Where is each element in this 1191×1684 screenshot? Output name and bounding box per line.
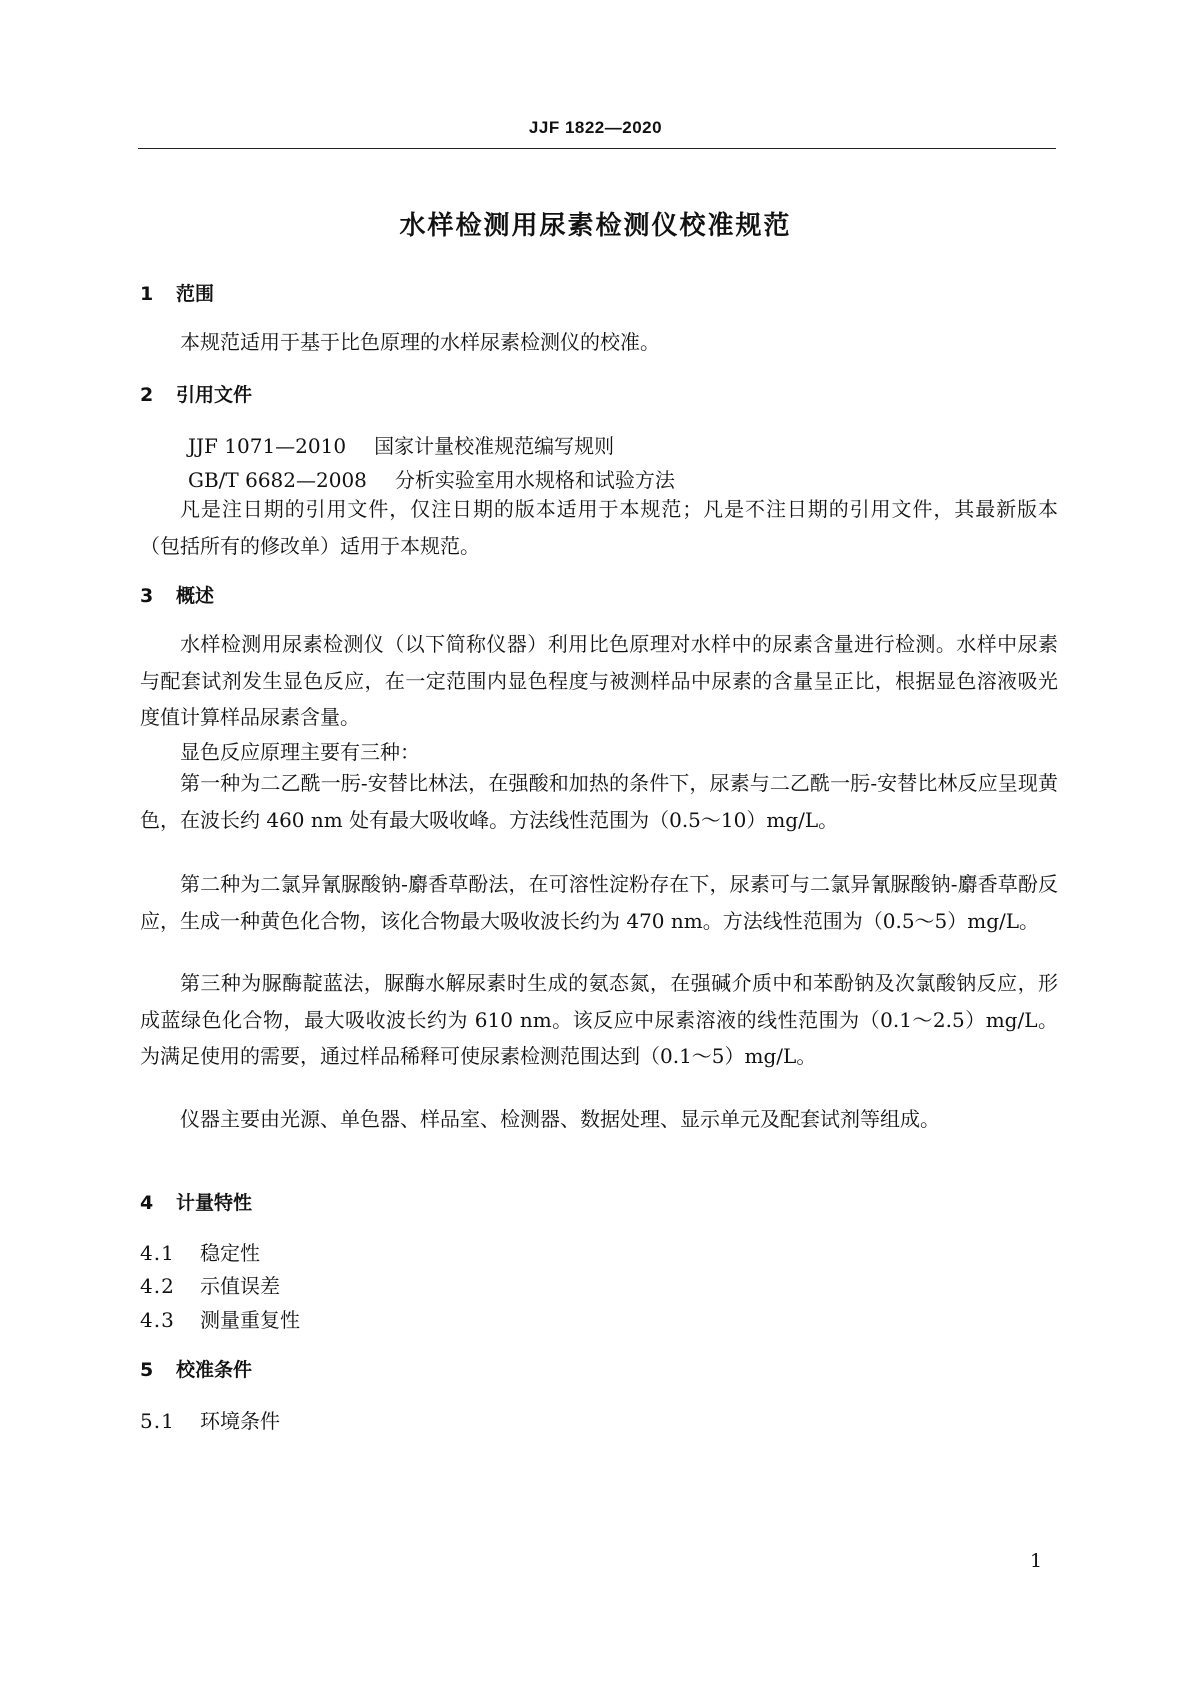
section-number: 1 [140,283,154,305]
section-heading-1 [140,279,214,306]
subsection-number: 4.1 [140,1241,175,1265]
section-title: 计量特性 [176,1192,253,1214]
subsection-label: 稳定性 [200,1241,260,1265]
section-heading-2 [140,380,252,407]
subsection-item [140,1304,300,1333]
subsection-label: 测量重复性 [200,1308,300,1332]
overview-paragraph: 第三种为脲酶靛蓝法，脲酶水解尿素时生成的氨态氮，在强碱介质中和苯酚钠及次氯酸钠反应，形成蓝绿色化合物，最大吸收波长约为 610 nm。该反应中尿素溶液的线性范围为（0.1～2.5）mg/L。为满足使用的需要，通过样品稀释可使尿素检测范围达到（0.1～5）mg/L。 [140,971,1058,1068]
reference-code: GB/T 6682—2008 [188,468,367,492]
reference-item [188,464,675,493]
reference-code: JJF 1071—2010 [188,434,347,458]
section-heading-4 [140,1188,252,1215]
page-number: 1 [1030,1550,1043,1572]
references-note: 凡是注日期的引用文件，仅注日期的版本适用于本规范；凡是不注日期的引用文件，其最新版本（包括所有的修改单）适用于本规范。 [140,497,1058,558]
section-heading-3 [140,581,214,608]
reference-item [188,430,614,459]
overview-paragraph: 第一种为二乙酰一肟-安替比林法，在强酸和加热的条件下，尿素与二乙酰一肟-安替比林反应呈现黄色，在波长约 460 nm 处有最大吸收峰。方法线性范围为（0.5～10）mg/L。 [140,771,1058,832]
section-number: 4 [140,1192,154,1214]
section-title: 校准条件 [176,1359,253,1381]
overview-paragraph: 水样检测用尿素检测仪（以下简称仪器）利用比色原理对水样中的尿素含量进行检测。水样中尿素与配套试剂发生显色反应，在一定范围内显色程度与被测样品中尿素的含量呈正比，根据显色溶液吸光度值计算样品尿素含量。 [140,632,1058,729]
scope-paragraph: 本规范适用于基于比色原理的水样尿素检测仪的校准。 [180,330,660,354]
header-rule [138,148,1056,149]
section-number: 2 [140,384,154,406]
section-number: 3 [140,585,154,607]
subsection-label: 环境条件 [200,1409,280,1433]
overview-paragraph: 第二种为二氯异氰脲酸钠-麝香草酚法，在可溶性淀粉存在下，尿素可与二氯异氰脲酸钠-麝香草酚反应，生成一种黄色化合物，该化合物最大吸收波长约为 470 nm。方法线性范围为（0.5～5）mg/L。 [140,872,1058,933]
subsection-item [140,1237,260,1266]
section-title: 概述 [176,585,215,607]
subsection-label: 示值误差 [200,1274,280,1298]
reference-name: 分析实验室用水规格和试验方法 [394,468,675,492]
subsection-number: 5.1 [140,1409,175,1433]
header-code: JJF 1822—2020 [528,118,663,137]
document-title: 水样检测用尿素检测仪校准规范 [399,211,792,241]
subsection-number: 4.3 [140,1308,175,1332]
overview-paragraph: 仪器主要由光源、单色器、样品室、检测器、数据处理、显示单元及配套试剂等组成。 [180,1107,940,1131]
section-heading-5 [140,1355,252,1382]
subsection-item [140,1270,280,1299]
section-title: 引用文件 [176,384,253,406]
subsection-item [140,1405,280,1434]
subsection-number: 4.2 [140,1274,175,1298]
section-number: 5 [140,1359,154,1381]
section-title: 范围 [176,283,215,305]
reference-name: 国家计量校准规范编写规则 [374,434,615,458]
overview-paragraph: 显色反应原理主要有三种： [180,740,420,764]
